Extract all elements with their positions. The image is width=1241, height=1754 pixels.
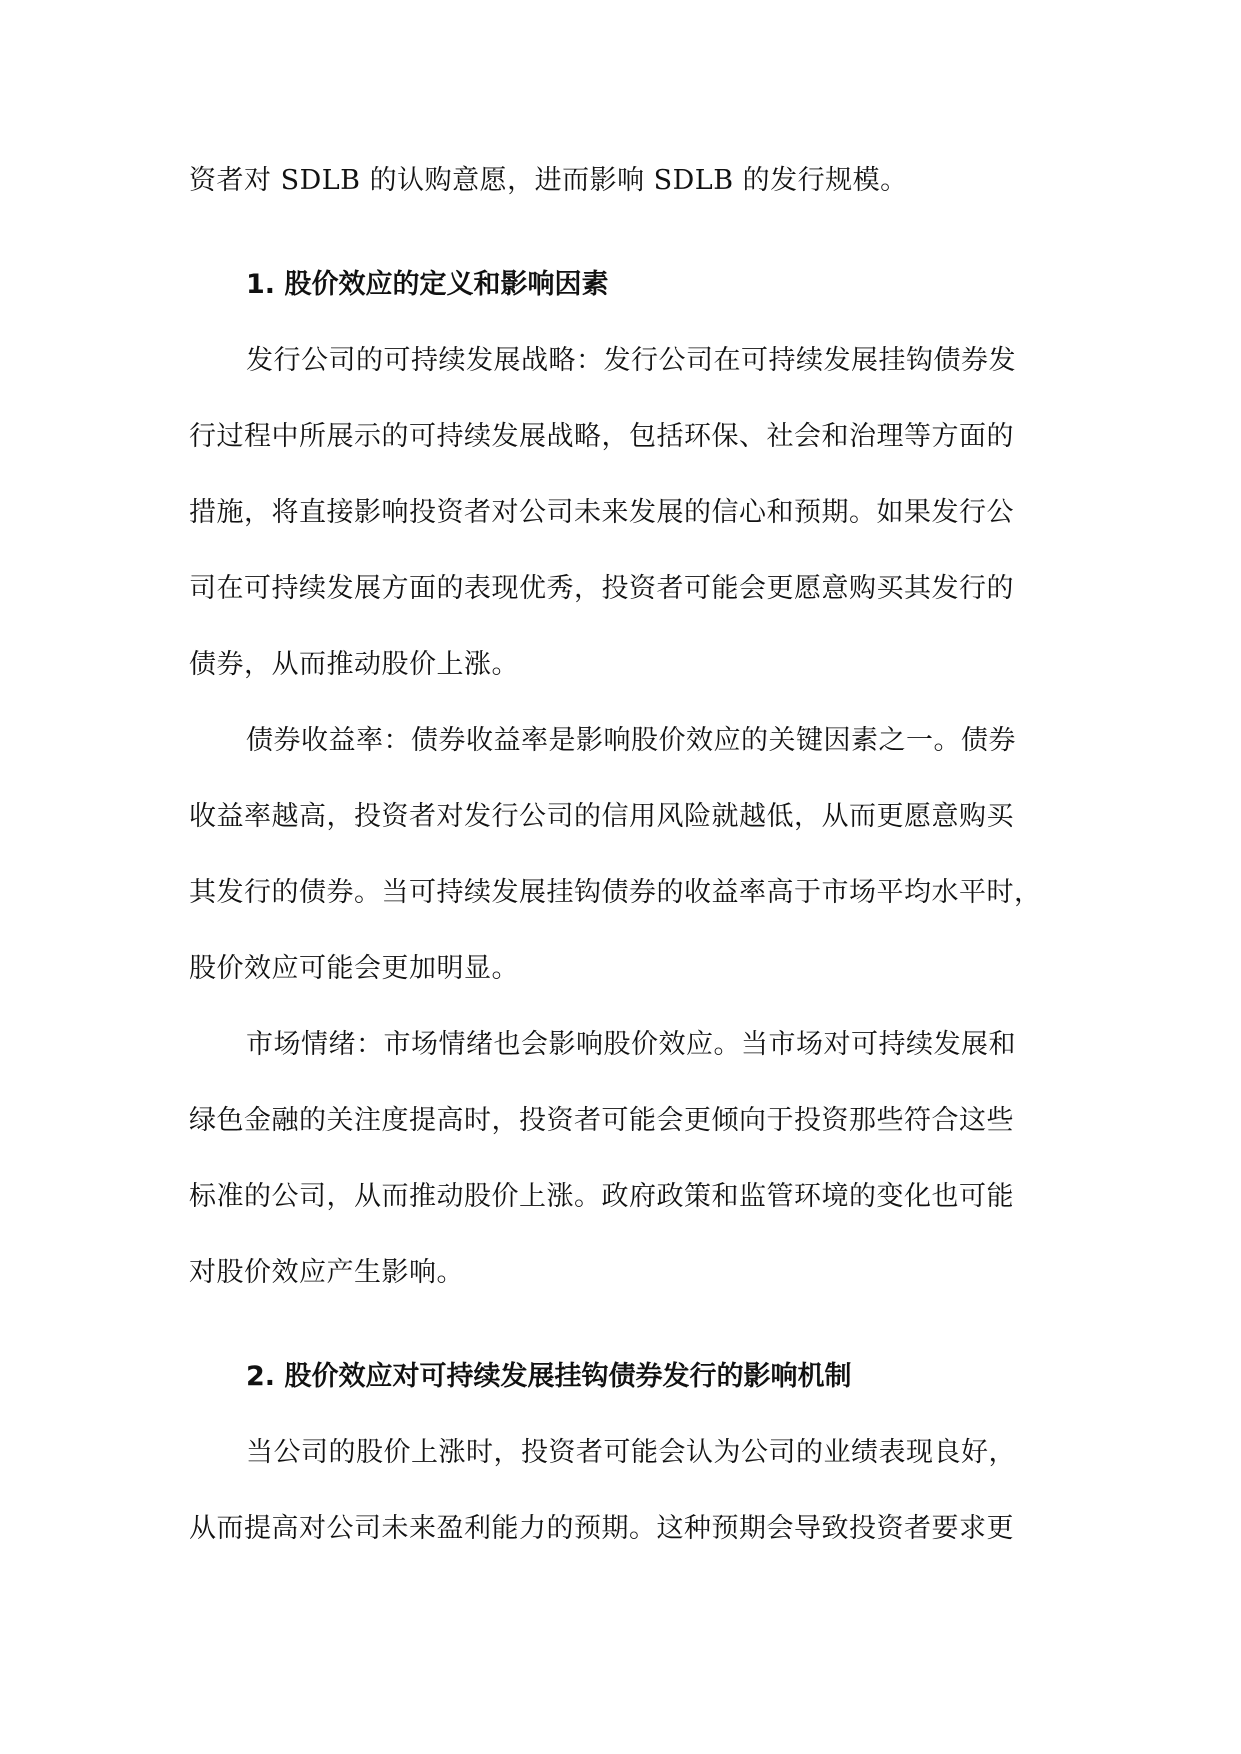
paragraph-line: 发行公司的可持续发展战略：发行公司在可持续发展挂钩债券发 <box>246 345 1016 376</box>
paragraph-line: 措施，将直接影响投资者对公司未来发展的信心和预期。如果发行公 <box>189 497 1014 528</box>
paragraph-line: 债券，从而推动股价上涨。 <box>189 649 519 680</box>
section-1-heading: 1. 股价效应的定义和影响因素 <box>246 269 609 300</box>
paragraph-line: 股价效应可能会更加明显。 <box>189 953 519 984</box>
paragraph-line: 绿色金融的关注度提高时，投资者可能会更倾向于投资那些符合这些 <box>189 1105 1014 1136</box>
paragraph-line: 对股价效应产生影响。 <box>189 1257 464 1288</box>
paragraph-line: 从而提高对公司未来盈利能力的预期。这种预期会导致投资者要求更 <box>189 1513 1014 1544</box>
document-body <box>189 143 1061 1567</box>
paragraph-line: 市场情绪：市场情绪也会影响股价效应。当市场对可持续发展和 <box>246 1029 1016 1060</box>
paragraph-line: 标准的公司，从而推动股价上涨。政府政策和监管环境的变化也可能 <box>189 1181 1014 1212</box>
paragraph-line: 债券收益率：债券收益率是影响股价效应的关键因素之一。债券 <box>246 725 1016 756</box>
intro-line: 资者对 SDLB 的认购意愿，进而影响 SDLB 的发行规模。 <box>189 165 908 196</box>
paragraph-line: 司在可持续发展方面的表现优秀，投资者可能会更愿意购买其发行的 <box>189 573 1014 604</box>
paragraph-line: 收益率越高，投资者对发行公司的信用风险就越低，从而更愿意购买 <box>189 801 1014 832</box>
paragraph-line: 行过程中所展示的可持续发展战略，包括环保、社会和治理等方面的 <box>189 421 1014 452</box>
spacer <box>189 219 1061 247</box>
spacer <box>189 1311 1061 1339</box>
paragraph-line: 其发行的债券。当可持续发展挂钩债券的收益率高于市场平均水平时， <box>189 877 1042 908</box>
paragraph-line: 当公司的股价上涨时，投资者可能会认为公司的业绩表现良好， <box>246 1437 1016 1468</box>
section-2-heading: 2. 股价效应对可持续发展挂钩债券发行的影响机制 <box>246 1361 852 1392</box>
